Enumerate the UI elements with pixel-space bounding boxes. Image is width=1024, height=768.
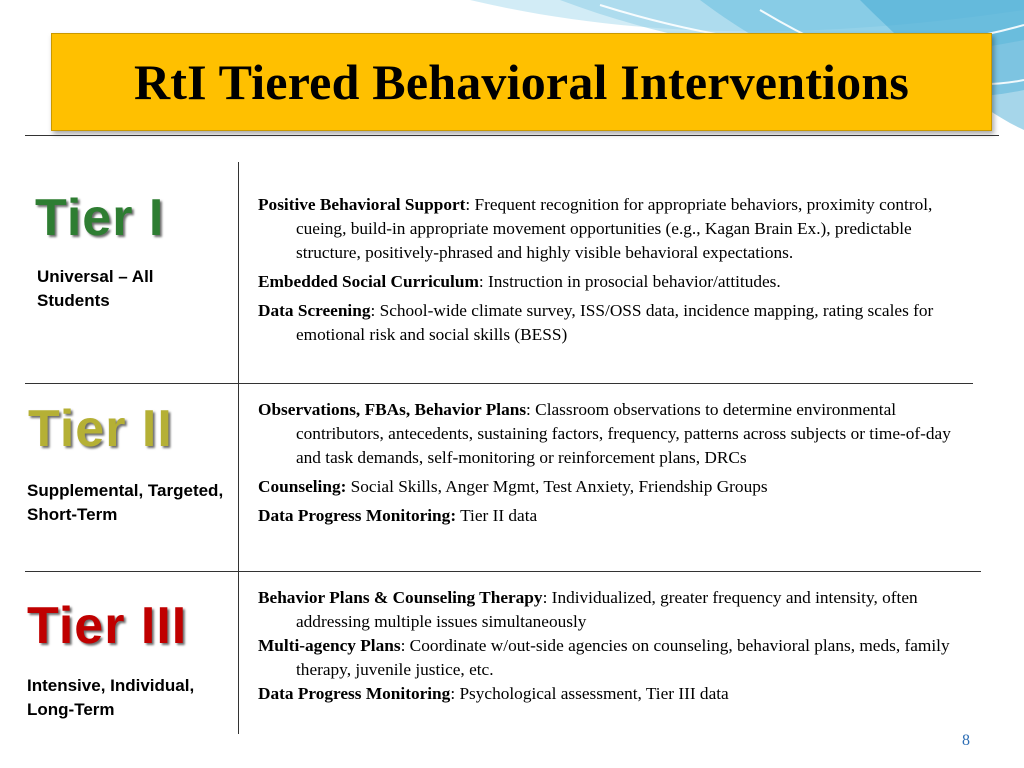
tier-2-label: Tier II	[28, 400, 173, 458]
tier-3-label: Tier III	[27, 597, 188, 655]
intervention-item	[258, 634, 978, 682]
intervention-item	[258, 270, 978, 294]
tier-2-interventions	[258, 398, 978, 533]
intervention-term: Observations, FBAs, Behavior Plans	[258, 400, 527, 419]
intervention-desc: Social Skills, Anger Mgmt, Test Anxiety, Friendship Groups	[346, 477, 768, 496]
tier-1-interventions	[258, 193, 978, 352]
intervention-desc: : Psychological assessment, Tier III data	[450, 684, 729, 703]
tier-1-subtitle: Universal – All Students	[37, 267, 154, 310]
intervention-item	[258, 398, 978, 470]
intervention-desc: : Frequent recognition for appropriate behaviors, proximity control, cueing, build-in appropriate movement opportunities (e.g., Kagan Brain Ex.), predictable structure, positively-phrased and highly visible behavioral expectations.	[296, 195, 933, 262]
intervention-item	[258, 682, 978, 706]
intervention-desc: : Coordinate w/out-side agencies on counseling, behavioral plans, meds, family therapy, juvenile justice, etc.	[296, 636, 950, 679]
intervention-item	[258, 299, 978, 347]
intervention-item	[258, 586, 978, 634]
tier-divider-2	[25, 571, 981, 572]
intervention-desc: : School-wide climate survey, ISS/OSS data, incidence mapping, rating scales for emotional risk and social skills (BESS)	[296, 301, 934, 344]
tier-2-subtitle: Supplemental, Targeted, Short-Term	[27, 481, 224, 524]
intervention-term: Embedded Social Curriculum	[258, 272, 479, 291]
column-divider	[238, 162, 239, 734]
intervention-term: Positive Behavioral Support	[258, 195, 466, 214]
intervention-term: Counseling:	[258, 477, 347, 496]
intervention-term: Multi-agency Plans	[258, 636, 401, 655]
slide-title: RtI Tiered Behavioral Interventions	[133, 54, 910, 110]
intervention-desc: : Classroom observations to determine environmental contributors, antecedents, sustaining factors, frequency, patterns across subjects or time-of-day and task demands, self-monitoring or reinforcement plans, DRCs	[296, 400, 951, 467]
title-banner	[51, 33, 992, 131]
page-number: 8	[962, 732, 970, 749]
intervention-item	[258, 475, 978, 499]
intervention-term: Data Progress Monitoring:	[258, 506, 457, 525]
intervention-desc: Tier II data	[456, 506, 538, 525]
intervention-item	[258, 504, 978, 528]
tier-1-label: Tier I	[35, 189, 165, 247]
intervention-term: Data Screening	[258, 301, 371, 320]
intervention-term: Data Progress Monitoring	[258, 684, 451, 703]
intervention-term: Behavior Plans & Counseling Therapy	[258, 588, 543, 607]
intervention-desc: : Individualized, greater frequency and intensity, often addressing multiple issues simultaneously	[296, 588, 918, 631]
title-divider	[25, 135, 999, 136]
tier-3-interventions	[258, 586, 978, 706]
intervention-desc: : Instruction in prosocial behavior/attitudes.	[478, 272, 781, 291]
intervention-item	[258, 193, 978, 265]
tier-divider-1	[25, 383, 973, 384]
tier-3-subtitle: Intensive, Individual, Long-Term	[27, 676, 195, 719]
